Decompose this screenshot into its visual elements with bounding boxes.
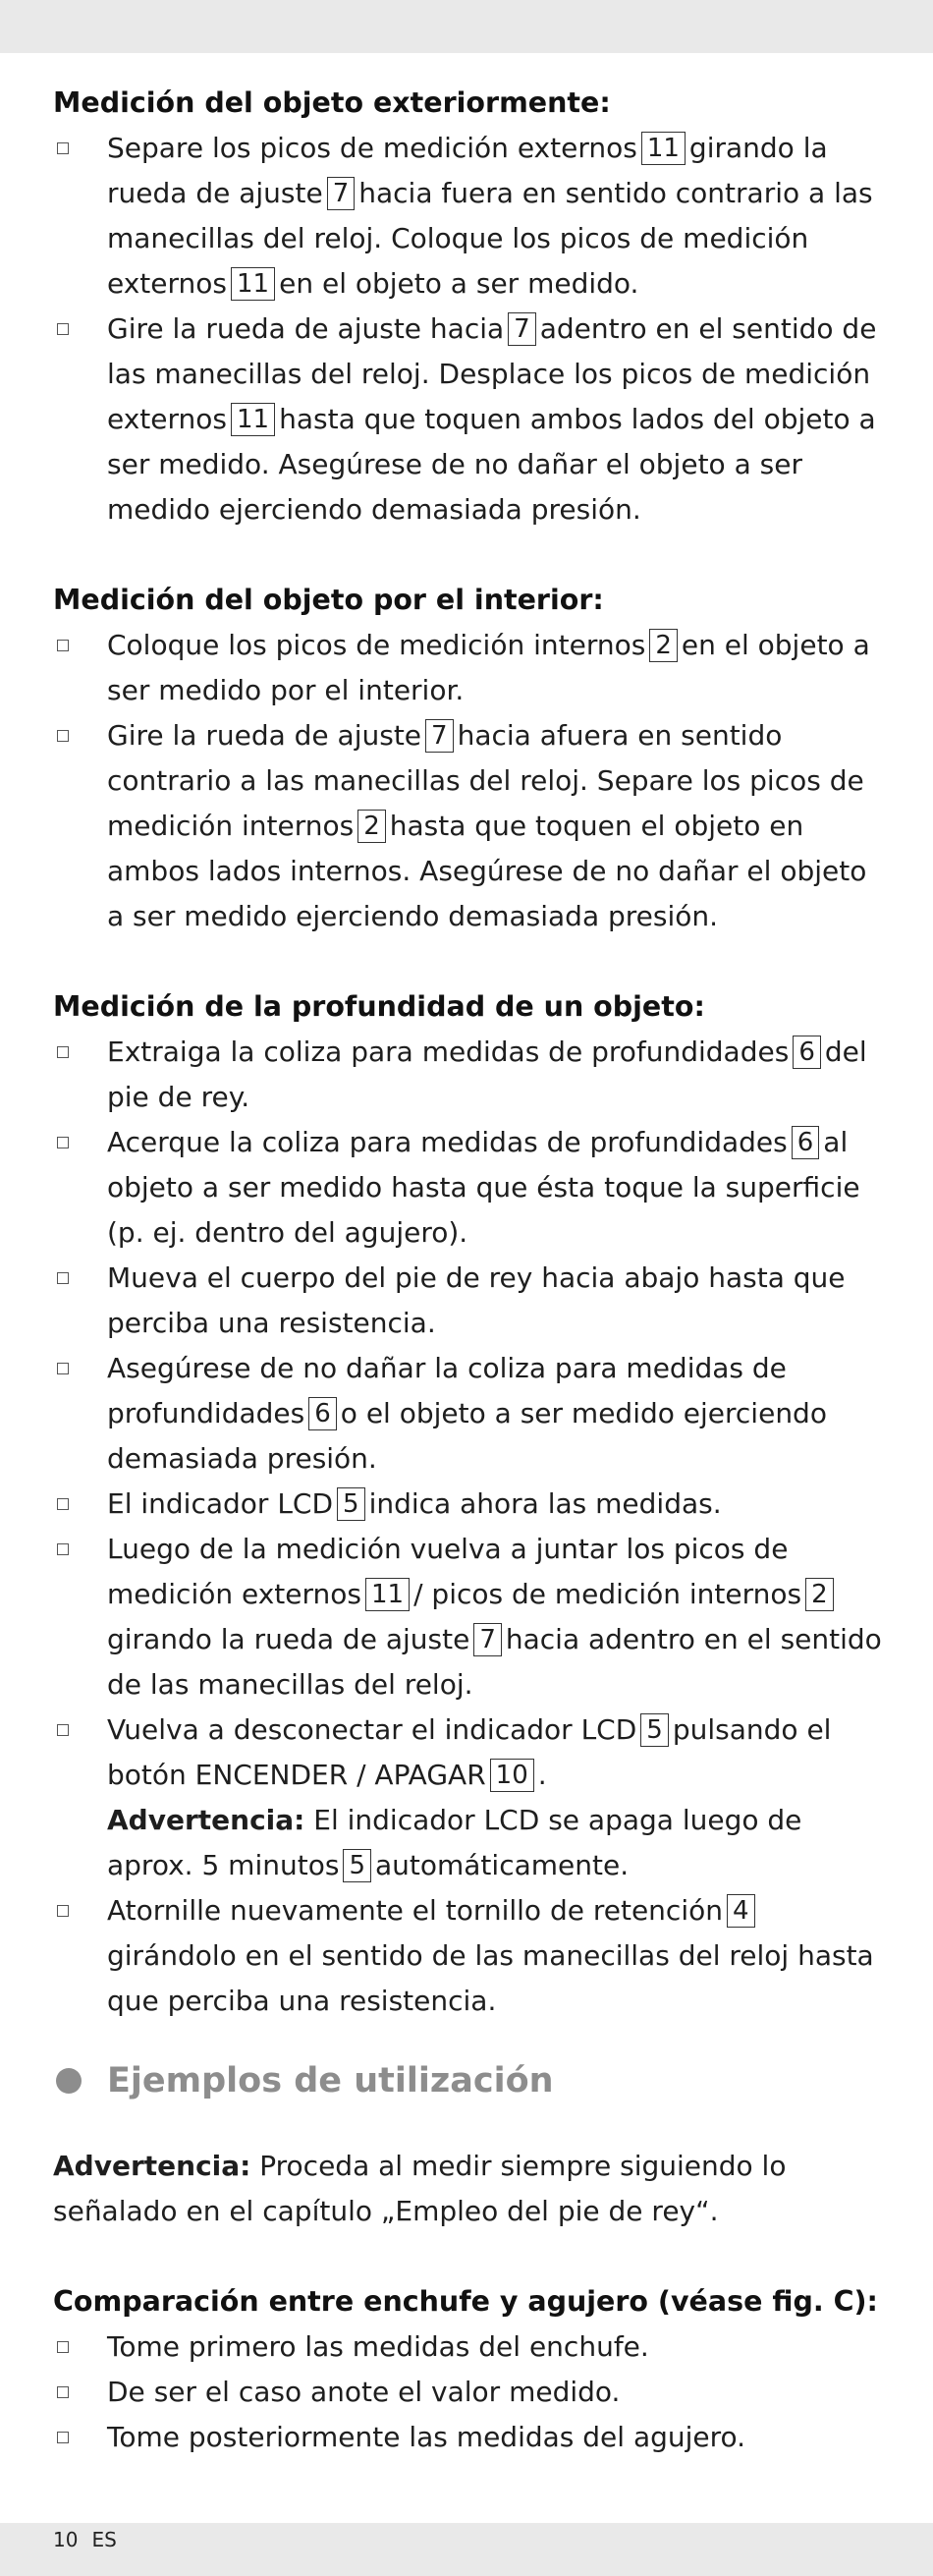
checkbox-bullet-icon	[57, 2341, 69, 2353]
reference-number: 5	[343, 1849, 371, 1882]
list-item: Gire la rueda de ajuste hacia 7 adentro en el sentido de las manecillas del reloj. Desplace los picos de medición externos 11 hasta que toquen ambos lados del objeto a ser medido. Asegúrese de no dañar el objeto a ser medido ejerciendo demasiada presión.	[53, 307, 888, 532]
checkbox-bullet-icon	[57, 1272, 69, 1284]
bullet-dot-icon	[56, 2068, 82, 2094]
spacer	[53, 939, 888, 984]
page-content	[53, 81, 888, 2460]
reference-number: 6	[792, 1126, 820, 1159]
reference-number: 7	[327, 177, 356, 210]
page-number: 10	[53, 2528, 79, 2551]
checkbox-bullet-icon	[57, 142, 69, 154]
spacer	[53, 2024, 888, 2053]
step-list	[53, 623, 888, 939]
step-list	[53, 126, 888, 532]
reference-number: 11	[365, 1578, 410, 1611]
list-item: Separe los picos de medición externos 11 girando la rueda de ajuste 7 hacia fuera en sentido contrario a las manecillas del reloj. Coloque los picos de medición externos 11 en el objeto a ser medido.	[53, 126, 888, 307]
warning-label: Advertencia:	[53, 2150, 251, 2182]
section-title-plug-hole-comparison: Comparación entre enchufe y agujero (véase fig. C):	[53, 2285, 878, 2318]
list-item: Tome posteriormente las medidas del agujero.	[53, 2415, 888, 2460]
reference-number: 7	[508, 312, 536, 346]
checkbox-bullet-icon	[57, 1137, 69, 1148]
list-item: Asegúrese de no dañar la coliza para medidas de profundidades 6 o el objeto a ser medido ejerciendo demasiada presión.	[53, 1346, 888, 1482]
reference-number: 10	[490, 1759, 534, 1792]
reference-number: 5	[337, 1487, 365, 1521]
checkbox-bullet-icon	[57, 323, 69, 335]
reference-number: 4	[727, 1894, 755, 1928]
reference-number: 2	[805, 1578, 834, 1611]
reference-number: 2	[649, 629, 678, 662]
reference-number: 7	[425, 719, 454, 753]
checkbox-bullet-icon	[57, 1905, 69, 1917]
checkbox-bullet-icon	[57, 730, 69, 742]
list-item: El indicador LCD 5 indica ahora las medidas.	[53, 1482, 888, 1527]
reference-number: 11	[231, 403, 275, 436]
examples-warning: Advertencia: Proceda al medir siempre siguiendo lo señalado en el capítulo „Empleo del pie de rey“.	[53, 2150, 787, 2227]
warning-label: Advertencia:	[107, 1804, 305, 1836]
list-item: Mueva el cuerpo del pie de rey hacia abajo hasta que perciba una resistencia.	[53, 1256, 888, 1346]
list-item: Coloque los picos de medición internos 2 en el objeto a ser medido por el interior.	[53, 623, 888, 713]
header-band	[0, 0, 933, 53]
reference-number: 6	[308, 1397, 337, 1430]
spacer	[53, 532, 888, 578]
section-title-outside-measurement: Medición del objeto exteriormente:	[53, 86, 611, 119]
reference-number: 11	[641, 132, 686, 165]
language-code: ES	[91, 2528, 117, 2551]
spacer	[53, 2234, 888, 2279]
checkbox-bullet-icon	[57, 1724, 69, 1736]
reference-number: 2	[357, 810, 386, 843]
checkbox-bullet-icon	[57, 2432, 69, 2443]
checkbox-bullet-icon	[57, 1363, 69, 1374]
checkbox-bullet-icon	[57, 1046, 69, 1058]
list-item: Atornille nuevamente el tornillo de retención 4girándolo en el sentido de las manecillas del reloj hasta que perciba una resistencia.	[53, 1888, 888, 2024]
footer-band	[0, 2523, 933, 2576]
list-item: Tome primero las medidas del enchufe.	[53, 2324, 888, 2370]
step-list	[53, 1030, 888, 2024]
page-footer	[53, 2525, 117, 2554]
reference-number: 11	[231, 267, 275, 301]
examples-heading	[53, 2053, 888, 2108]
checkbox-bullet-icon	[57, 2386, 69, 2398]
step-list	[53, 2324, 888, 2460]
reference-number: 5	[640, 1713, 669, 1747]
list-item: Gire la rueda de ajuste 7 hacia afuera en sentido contrario a las manecillas del reloj. Separe los picos de medición internos 2 hasta que toquen el objeto en ambos lados internos. Asegúrese de no dañar el objeto a ser medido ejerciendo demasiada presión.	[53, 713, 888, 939]
checkbox-bullet-icon	[57, 640, 69, 651]
reference-number: 7	[473, 1623, 502, 1656]
checkbox-bullet-icon	[57, 1498, 69, 1510]
list-item: Extraiga la coliza para medidas de profundidades 6 del pie de rey.	[53, 1030, 888, 1120]
spacer	[53, 2108, 888, 2144]
warning-note: Advertencia: El indicador LCD se apaga luego de aprox. 5 minutos 5 automáticamente.	[107, 1804, 802, 1881]
reference-number: 6	[793, 1036, 821, 1069]
section-title-inside-measurement: Medición del objeto por el interior:	[53, 584, 604, 616]
checkbox-bullet-icon	[57, 1543, 69, 1555]
examples-title: Ejemplos de utilización	[107, 2061, 554, 2100]
list-item: Luego de la medición vuelva a juntar los picos de medición externos 11 / picos de medición internos 2girando la rueda de ajuste 7 hacia adentro en el sentido de las manecillas del reloj.	[53, 1527, 888, 1708]
list-item: De ser el caso anote el valor medido.	[53, 2370, 888, 2415]
section-title-depth-measurement: Medición de la profundidad de un objeto:	[53, 990, 705, 1023]
list-item: Vuelva a desconectar el indicador LCD 5 pulsando el botón ENCENDER / APAGAR 10 . Advertencia: El indicador LCD se apaga luego de aprox. 5 minutos 5 automáticamente.	[53, 1708, 888, 1888]
list-item: Acerque la coliza para medidas de profundidades 6 al objeto a ser medido hasta que ésta toque la superficie (p. ej. dentro del agujero).	[53, 1120, 888, 1256]
